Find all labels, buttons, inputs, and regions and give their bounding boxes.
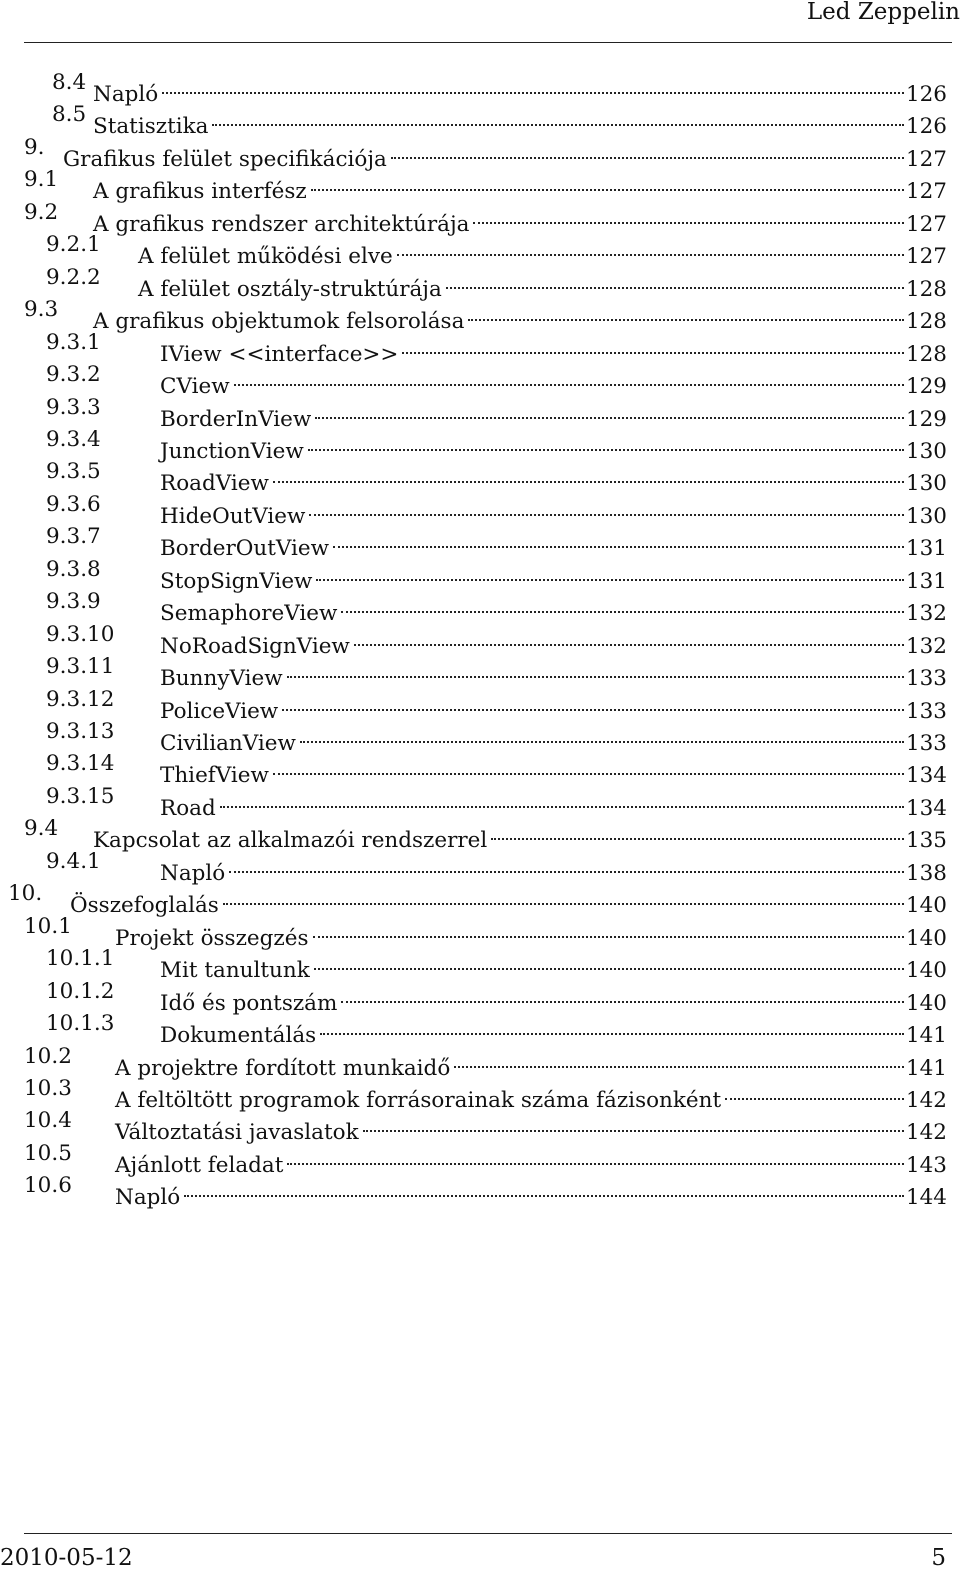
- toc-entry-page: 140: [905, 925, 947, 951]
- toc-entry-title: Kapcsolat az alkalmazói rendszerrel: [93, 828, 488, 854]
- toc-entry-title: Ajánlott feladat: [115, 1152, 284, 1178]
- toc-entry-page: 138: [905, 860, 947, 886]
- toc-entry-title: ThiefView: [160, 763, 269, 789]
- toc-entry-number: 10.1.3: [46, 1011, 115, 1037]
- toc-entry-title: Idő és pontszám: [160, 990, 338, 1016]
- toc-entry-page: 127: [905, 244, 947, 270]
- running-header: Led Zeppelin: [806, 0, 960, 25]
- toc-entry-page: 126: [905, 114, 947, 140]
- toc-entry-number: 10.3: [24, 1075, 72, 1101]
- toc-entry-number: 9.3.6: [46, 491, 101, 517]
- footer-rule: [24, 1533, 952, 1534]
- toc-entry-title: SemaphoreView: [160, 601, 338, 627]
- toc-entry-page: 140: [905, 990, 947, 1016]
- toc-entry-title: BunnyView: [160, 666, 283, 692]
- toc-entry-title: BorderOutView: [160, 536, 330, 562]
- header-rule: [24, 42, 952, 43]
- toc-entry-number: 9.: [24, 134, 45, 160]
- toc-entry-number: 9.3.7: [46, 524, 101, 550]
- toc-entry-number: 9.2.2: [46, 264, 101, 290]
- toc-leader-dots: [212, 92, 904, 126]
- toc-leader-dots: [363, 1098, 904, 1132]
- toc-leader-dots: [725, 1066, 904, 1100]
- toc-entry-title: CivilianView: [160, 731, 296, 756]
- toc-entry-page: 128: [905, 309, 947, 335]
- toc-entry-title: IView <<interface>>: [160, 341, 399, 367]
- toc-entry-page: 143: [905, 1152, 947, 1178]
- toc-entry-number: 9.2.1: [46, 232, 101, 258]
- toc-entry-page: 133: [905, 698, 947, 724]
- toc-entry-title: Road: [160, 795, 216, 821]
- toc-entry-page: 133: [905, 666, 947, 692]
- footer-date: 2010-05-12: [0, 1545, 133, 1571]
- toc-entry-number: 9.2: [24, 199, 59, 225]
- toc-entry-title: Dokumentálás: [160, 1023, 317, 1049]
- toc-leader-dots: [473, 190, 904, 224]
- toc-entry-number: 9.3.13: [46, 719, 115, 744]
- toc-entry-page: 135: [905, 828, 947, 854]
- toc-entry-page: 142: [905, 1120, 947, 1146]
- toc-leader-dots: [333, 514, 904, 548]
- toc-leader-dots: [341, 969, 904, 1003]
- toc-entry-page: 133: [905, 731, 947, 756]
- toc-entry-page: 134: [905, 763, 947, 789]
- toc-entry-title: Összefoglalás: [70, 893, 219, 919]
- toc-entry-number: 9.3.10: [46, 621, 115, 647]
- toc-leader-dots: [308, 417, 904, 451]
- toc-entry-title: Napló: [160, 860, 226, 886]
- toc-entry-page: 130: [905, 471, 947, 497]
- toc-leader-dots: [309, 482, 904, 516]
- toc-entry-title: Napló: [115, 1185, 181, 1211]
- toc-entry-number: 9.4: [24, 816, 59, 842]
- toc-leader-dots: [402, 320, 904, 354]
- toc-entry-title: Változtatási javaslatok: [115, 1120, 359, 1146]
- toc-leader-dots: [300, 709, 904, 743]
- toc-entry-title: Grafikus felület specifikációja: [63, 146, 387, 172]
- toc-entry-page: 142: [905, 1087, 947, 1113]
- toc-leader-dots: [311, 157, 904, 191]
- toc-entry-number: 9.3.2: [46, 362, 101, 388]
- toc-entry-title: HideOutView: [160, 503, 306, 529]
- toc-entry-number: 10.4: [24, 1108, 72, 1134]
- toc-entry-title: RoadView: [160, 471, 269, 497]
- toc-entry-title: A felület működési elve: [138, 244, 393, 270]
- toc-leader-dots: [446, 255, 904, 289]
- toc-entry-number: 9.3.9: [46, 589, 101, 615]
- toc-entry-page: 131: [905, 536, 947, 562]
- toc-entry-number: 10.1.1: [46, 946, 115, 972]
- toc-entry[interactable]: [0, 1170, 947, 1211]
- toc-leader-dots: [229, 839, 904, 873]
- toc-entry-title: PoliceView: [160, 698, 279, 724]
- toc-entry-number: 8.4: [52, 70, 87, 95]
- toc-entry-title: CView: [160, 374, 230, 400]
- toc-leader-dots: [341, 579, 904, 613]
- toc-entry-title: A feltöltött programok forrásorainak száma fázisonként: [115, 1087, 722, 1113]
- toc-entry-page: 130: [905, 503, 947, 529]
- toc-entry-title: Statisztika: [93, 114, 209, 140]
- toc-entry-number: 9.3.11: [46, 654, 115, 680]
- toc-entry-page: 140: [905, 893, 947, 919]
- toc-entry-number: 9.3.12: [46, 686, 115, 712]
- toc-entry-number: 9.3.15: [46, 783, 115, 809]
- toc-leader-dots: [223, 871, 904, 905]
- footer-page-number: 5: [931, 1545, 946, 1571]
- toc-entry-number: 8.5: [52, 102, 87, 128]
- toc-entry-page: 144: [905, 1185, 947, 1211]
- toc-leader-dots: [287, 644, 904, 678]
- toc-entry-number: 9.3.14: [46, 751, 115, 777]
- toc-leader-dots: [320, 1001, 904, 1035]
- toc-leader-dots: [282, 677, 904, 711]
- toc-entry-page: 129: [905, 406, 947, 432]
- toc-entry-number: 10.: [8, 881, 43, 907]
- toc-leader-dots: [184, 1163, 904, 1197]
- toc-leader-dots: [491, 806, 904, 840]
- toc-entry-number: 10.6: [24, 1173, 72, 1199]
- toc-leader-dots: [234, 352, 904, 386]
- toc-entry-page: 134: [905, 795, 947, 821]
- toc-entry-title: NoRoadSignView: [160, 633, 350, 659]
- toc-entry-title: A felület osztály-struktúrája: [138, 276, 442, 302]
- toc-entry-title: A grafikus objektumok felsorolása: [93, 309, 465, 335]
- toc-entry-title: BorderInView: [160, 406, 312, 432]
- toc-leader-dots: [162, 60, 904, 94]
- toc-entry-number: 9.3: [24, 297, 59, 323]
- toc-entry-page: 131: [905, 568, 947, 594]
- toc-entry-page: 127: [905, 179, 947, 205]
- toc-entry-title: Projekt összegzés: [115, 925, 309, 951]
- toc-leader-dots: [273, 741, 904, 775]
- toc-entry-page: 128: [905, 341, 947, 367]
- toc-entry-number: 10.1: [24, 913, 72, 939]
- toc-leader-dots: [391, 125, 904, 159]
- toc-entry-number: 9.1: [24, 167, 59, 193]
- toc-leader-dots: [316, 547, 904, 581]
- toc-leader-dots: [287, 1131, 904, 1165]
- toc-leader-dots: [273, 449, 904, 483]
- toc-entry-number: 10.1.2: [46, 978, 115, 1004]
- toc-entry-number: 9.3.8: [46, 556, 101, 582]
- toc-entry-page: 126: [905, 82, 947, 107]
- toc-entry-page: 127: [905, 211, 947, 237]
- toc-entry-number: 9.3.4: [46, 426, 101, 452]
- toc-entry-title: StopSignView: [160, 568, 313, 594]
- toc-leader-dots: [454, 1034, 904, 1068]
- toc-entry-title: JunctionView: [160, 438, 304, 464]
- toc-leader-dots: [313, 904, 904, 938]
- toc-entry-page: 128: [905, 276, 947, 302]
- toc-entry-page: 141: [905, 1023, 947, 1049]
- toc-entry-number: 9.4.1: [46, 848, 101, 874]
- toc-entry-title: A projektre fordított munkaidő: [115, 1055, 451, 1081]
- toc-entry-number: 10.2: [24, 1043, 72, 1069]
- toc-leader-dots: [220, 774, 904, 808]
- toc-leader-dots: [468, 287, 904, 321]
- toc-entry-page: 132: [905, 633, 947, 659]
- toc-leader-dots: [354, 612, 904, 646]
- toc-entry-page: 129: [905, 374, 947, 400]
- toc-entry-number: 10.5: [24, 1140, 72, 1166]
- toc-entry-title: Napló: [93, 82, 159, 107]
- toc-entry-page: 130: [905, 438, 947, 464]
- toc-entry-page: 140: [905, 958, 947, 984]
- toc-entry-number: 9.3.5: [46, 459, 101, 485]
- toc-entry-page: 141: [905, 1055, 947, 1081]
- toc-entry-number: 9.3.1: [46, 329, 101, 355]
- toc-leader-dots: [314, 936, 904, 970]
- toc-leader-dots: [397, 222, 904, 256]
- toc-leader-dots: [315, 385, 904, 419]
- toc-entry-number: 9.3.3: [46, 394, 101, 420]
- toc-entry-title: Mit tanultunk: [160, 958, 310, 984]
- toc-entry-page: 127: [905, 146, 947, 172]
- toc-entry-page: 132: [905, 601, 947, 627]
- toc-entry-title: A grafikus rendszer architektúrája: [93, 211, 470, 237]
- toc-entry-title: A grafikus interfész: [93, 179, 307, 205]
